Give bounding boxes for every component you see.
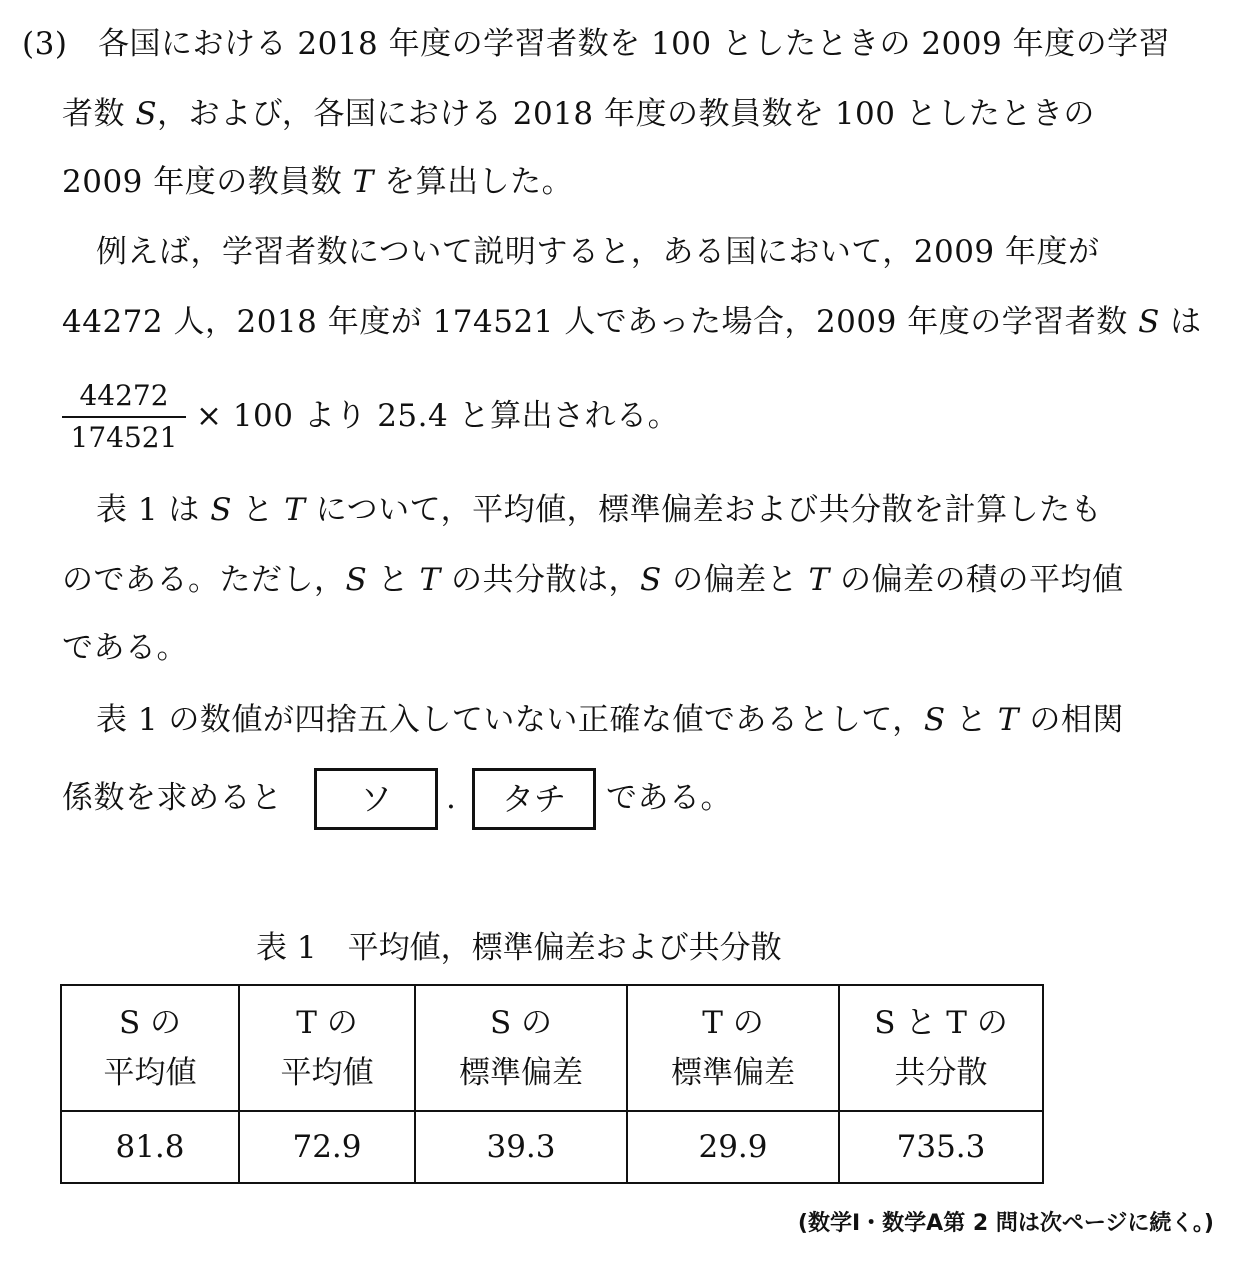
example-fraction [62, 378, 186, 456]
value-s-std: 39.3 [415, 1111, 627, 1183]
paragraph-1-line-3: 2009 年度の教員数 T を算出した。 [62, 164, 574, 200]
value-t-mean: 72.9 [239, 1111, 415, 1183]
header-t-mean: T の 平均値 [239, 985, 415, 1111]
paragraph-2-line-3: × 100 より 25.4 と算出される。 [196, 398, 680, 434]
question-number: (3) [22, 26, 68, 62]
paragraph-4-line-2-start: 係数を求めると [62, 780, 283, 816]
table-caption: 表 1 平均値，標準偏差および共分散 [256, 930, 782, 966]
continuation-note: (数学Ⅰ・数学A第 2 問は次ページに続く。) [797, 1211, 1214, 1236]
paragraph-3-line-2: のである。ただし，S と T の共分散は，S の偏差と T の偏差の積の平均値 [62, 562, 1124, 598]
table-row [61, 1111, 1043, 1183]
paragraph-1-line-2: 者数 S，および，各国における 2018 年度の教員数を 100 としたときの [62, 96, 1095, 132]
header-s-mean: S の 平均値 [61, 985, 239, 1111]
paragraph-1-line-1: 各国における 2018 年度の学習者数を 100 としたときの 2009 年度の学習 [98, 26, 1171, 62]
paragraph-3-line-3: である。 [62, 630, 188, 666]
decimal-point: . [446, 780, 457, 816]
paragraph-2-line-2: 44272 人，2018 年度が 174521 人であった場合，2009 年度の学習者数 S は [62, 304, 1202, 340]
answer-box-so[interactable]: ソ [314, 768, 438, 830]
paragraph-3-line-1: 表 1 は S と T について，平均値，標準偏差および共分散を計算したも [96, 492, 1103, 528]
paragraph-4-line-2-end: である。 [606, 780, 732, 816]
fraction-denominator: 174521 [70, 421, 178, 454]
fraction-bar [62, 416, 186, 418]
header-s-std: S の 標準偏差 [415, 985, 627, 1111]
value-s-mean: 81.8 [61, 1111, 239, 1183]
answer-box-tachi[interactable]: タチ [472, 768, 596, 830]
paragraph-2-line-1: 例えば，学習者数について説明すると，ある国において，2009 年度が [96, 234, 1100, 270]
fraction-numerator: 44272 [79, 379, 169, 412]
value-t-std: 29.9 [627, 1111, 839, 1183]
statistics-table [60, 984, 1044, 1184]
paragraph-4-line-1: 表 1 の数値が四捨五入していない正確な値であるとして，S と T の相関 [96, 702, 1124, 738]
header-covariance: S と T の 共分散 [839, 985, 1043, 1111]
header-t-std: T の 標準偏差 [627, 985, 839, 1111]
table-header-row [61, 985, 1043, 1111]
value-covariance: 735.3 [839, 1111, 1043, 1183]
